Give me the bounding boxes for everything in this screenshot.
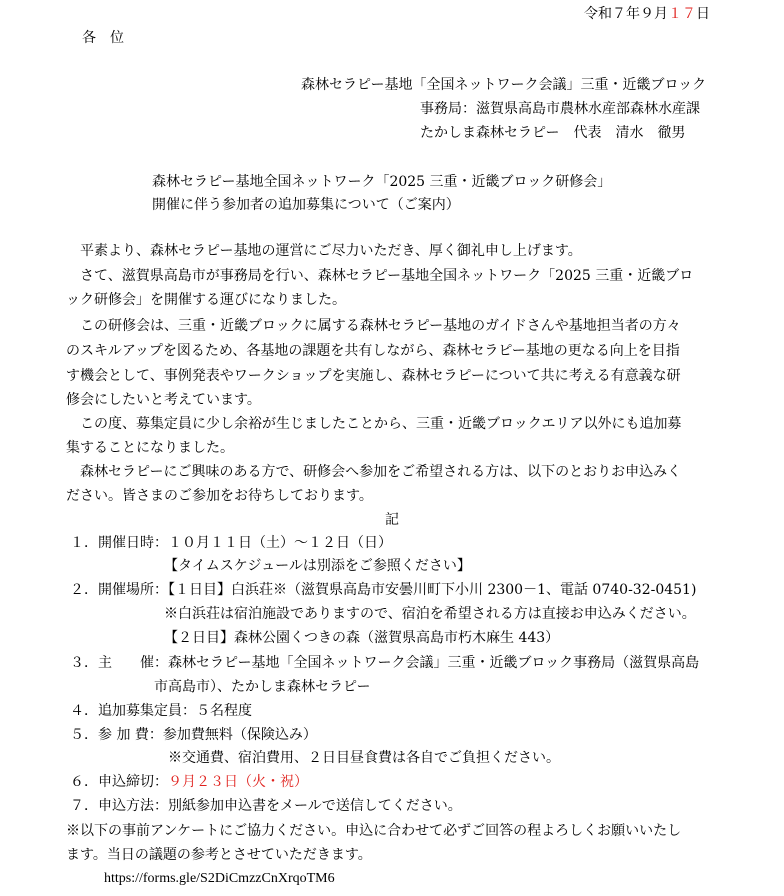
survey-link[interactable]: https://forms.gle/S2DiCmzzCnXrqoTM6 <box>104 871 335 886</box>
body-line: さて、滋賀県高島市が事務局を行い、森林セラピー基地全国ネットワーク「2025 三重・近畿ブロ <box>80 268 694 284</box>
item-1-datetime: １．開催日時：１０月１１日（土）～１２日（日） <box>70 535 392 551</box>
date-prefix: 令和７年９月 <box>584 6 668 22</box>
survey-line-2: ます。当日の議題の参考とさせていただきます。 <box>66 847 372 863</box>
document-date <box>584 4 710 24</box>
body-line: 森林セラピーにご興味のある方で、研修会へ参加をご希望される方は、以下のとおりお申込みく <box>80 464 682 480</box>
item-2-note: ※白浜荘は宿泊施設でありますので、宿泊を希望される方は直接お申込みください。 <box>164 606 696 622</box>
subject-line-2: 開催に伴う参加者の追加募集について（ご案内） <box>152 197 460 213</box>
sender-representative: たかしま森林セラピー 代表 清水 徹男 <box>420 125 686 141</box>
body-line: す機会として、事例発表やワークショップを実施し、森林セラピーについて共に考える有意義な研 <box>66 368 681 384</box>
ki-heading: 記 <box>385 512 399 528</box>
body-line: 集することになりました。 <box>66 440 234 456</box>
sender-org: 森林セラピー基地「全国ネットワーク会議」三重・近畿ブロック <box>301 77 707 93</box>
body-line: ック研修会」を開催する運びになりました。 <box>66 292 346 308</box>
body-line: ださい。皆さまのご参加をお待ちしております。 <box>66 488 373 504</box>
survey-line-1: ※以下の事前アンケートにご協力ください。申込に合わせて必ずご回答の程よろしくお願いいたし <box>66 823 682 839</box>
subject-line-1: 森林セラピー基地全国ネットワーク「2025 三重・近畿ブロック研修会」 <box>152 174 612 190</box>
date-suffix: 日 <box>696 6 710 22</box>
item-3-organizer: ３．主 催：森林セラピー基地「全国ネットワーク会議」三重・近畿ブロック事務局（滋賀県高島 <box>70 655 700 671</box>
item-5-note: ※交通費、宿泊費用、２日目昼食費は各自でご負担ください。 <box>168 750 560 766</box>
addressee: 各 位 <box>82 30 124 46</box>
item-5-fee: ５．参 加 費：参加費無料（保険込み） <box>70 727 317 743</box>
body-line: この度、募集定員に少し余裕が生じましたことから、三重・近畿ブロックエリア以外にも追加募 <box>80 416 682 432</box>
item-4-capacity: ４．追加募集定員：５名程度 <box>70 703 252 719</box>
item-3-continued: 市高島市）、たかしま森林セラピー <box>154 679 371 695</box>
item-6-label: ６．申込締切： <box>70 774 168 790</box>
item-2-day2: 【２日目】森林公園くつきの森（滋賀県高島市朽木麻生 443） <box>164 630 560 646</box>
item-2-venue: ２．開催場所：【１日目】白浜荘※（滋賀県高島市安曇川町下小川 2300－1、電話 0740-32-0451) <box>70 582 697 598</box>
sender-office: 事務局：滋賀県高島市農林水産部森林水産課 <box>420 101 700 117</box>
date-day: １７ <box>668 6 696 22</box>
item-6-deadline-value: ９月２３日（火・祝） <box>168 774 308 790</box>
body-line: 修会にしたいと考えています。 <box>66 392 261 408</box>
body-line: 平素より、森林セラピー基地の運営にご尽力いただき、厚く御礼申し上げます。 <box>80 243 582 259</box>
body-line: この研修会は、三重・近畿ブロックに属する森林セラピー基地のガイドさんや基地担当者の方々 <box>80 318 681 334</box>
item-6-deadline <box>70 772 308 792</box>
body-line: のスキルアップを図るため、各基地の課題を共有しながら、森林セラピー基地の更なる向上を目指 <box>66 343 680 359</box>
item-1-note: 【タイムスケジュールは別添をご参照ください】 <box>164 558 471 574</box>
item-7-method: ７．申込方法：別紙参加申込書をメールで送信してください。 <box>70 798 462 814</box>
